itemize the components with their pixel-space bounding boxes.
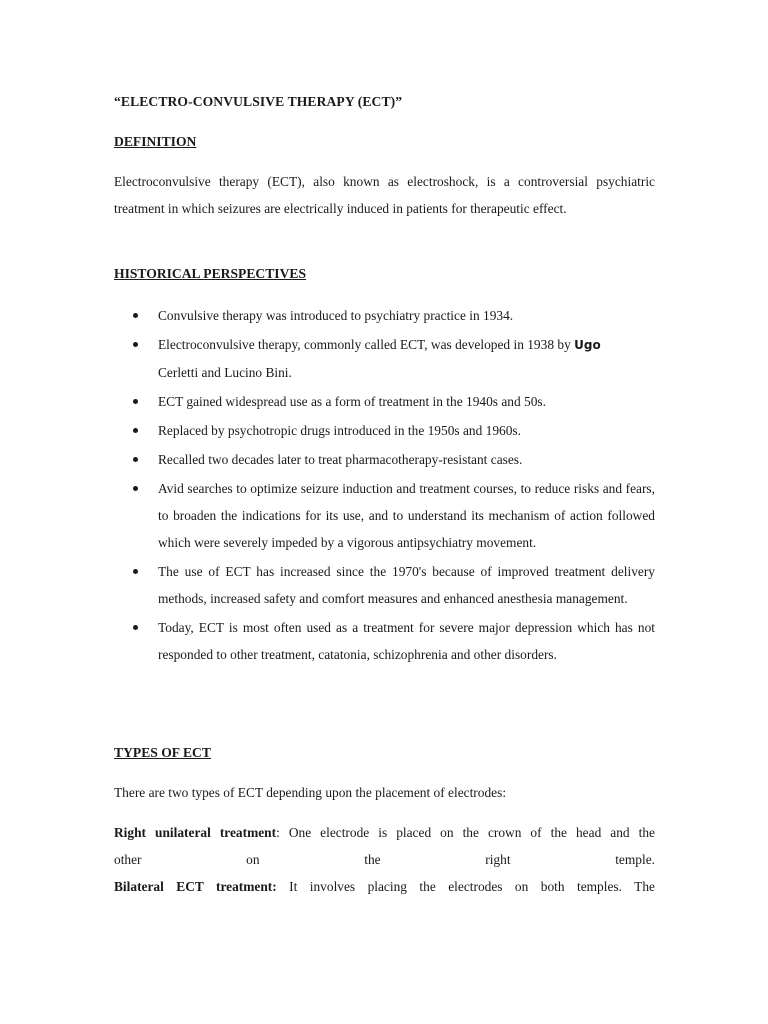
types-heading: TYPES OF ECT bbox=[114, 745, 211, 760]
list-item bbox=[114, 614, 655, 668]
list-item-text: Avid searches to optimize seizure induction and treatment courses, to reduce risks and fears, to broaden the indications for its use, and to understand its mechanism of action followed which were severely impeded by a vigorous antipsychiatry movement. bbox=[158, 481, 655, 550]
list-item-text: Today, ECT is most often used as a treatment for severe major depression which has not responded to other treatment, catatonia, schizophrenia and other disorders. bbox=[158, 620, 655, 662]
list-item-text: Recalled two decades later to treat pharmacotherapy-resistant cases. bbox=[158, 452, 523, 467]
list-item bbox=[114, 302, 655, 329]
bullet-icon bbox=[133, 428, 138, 433]
document-title: “ELECTRO-CONVULSIVE THERAPY (ECT)” bbox=[114, 94, 403, 109]
unilateral-label: Right unilateral treatment bbox=[114, 825, 277, 840]
bullet-icon bbox=[133, 625, 138, 630]
bullet-icon bbox=[133, 342, 138, 347]
list-item-text: Convulsive therapy was introduced to psychiatry practice in 1934. bbox=[158, 308, 514, 323]
unilateral-line-2: other on the right temple. bbox=[114, 852, 655, 867]
bilateral-text: It involves placing the electrodes on both temples. The bbox=[276, 879, 655, 894]
list-item bbox=[114, 446, 655, 473]
bullet-icon bbox=[133, 399, 138, 404]
types-intro: There are two types of ECT depending upon the placement of electrodes: bbox=[114, 785, 507, 800]
history-heading: HISTORICAL PERSPECTIVES bbox=[114, 266, 307, 281]
list-item bbox=[114, 475, 655, 556]
list-item bbox=[114, 388, 655, 415]
bilateral-label: Bilateral ECT treatment: bbox=[114, 879, 277, 894]
list-item bbox=[114, 417, 655, 444]
definition-text: Electroconvulsive therapy (ECT), also known as electroshock, is a controversial psychiatric treatment in which seizures are electrically induced in patients for therapeutic effect. bbox=[114, 174, 655, 216]
bullet-icon bbox=[133, 569, 138, 574]
list-item-text: ECT gained widespread use as a form of treatment in the 1940s and 50s. bbox=[158, 394, 546, 409]
inventor-name-bold: Ugo bbox=[574, 338, 601, 352]
unilateral-line-1 bbox=[114, 825, 655, 841]
list-item bbox=[114, 558, 655, 612]
list-item-continuation: Cerletti and Lucino Bini. bbox=[158, 365, 292, 380]
list-item bbox=[114, 331, 655, 386]
bullet-icon bbox=[133, 313, 138, 318]
bullet-icon bbox=[133, 457, 138, 462]
unilateral-text: : One electrode is placed on the crown of the head and the bbox=[276, 825, 655, 840]
history-list bbox=[114, 302, 655, 670]
list-item-text: The use of ECT has increased since the 1970's because of improved treatment delivery methods, increased safety and comfort measures and enhanced anesthesia management. bbox=[158, 564, 655, 606]
list-item-text: Replaced by psychotropic drugs introduced in the 1950s and 1960s. bbox=[158, 423, 521, 438]
list-item-text: Electroconvulsive therapy, commonly called ECT, was developed in 1938 by bbox=[158, 337, 571, 352]
bilateral-line bbox=[114, 879, 655, 895]
definition-heading: DEFINITION bbox=[114, 134, 197, 149]
bullet-icon bbox=[133, 486, 138, 491]
